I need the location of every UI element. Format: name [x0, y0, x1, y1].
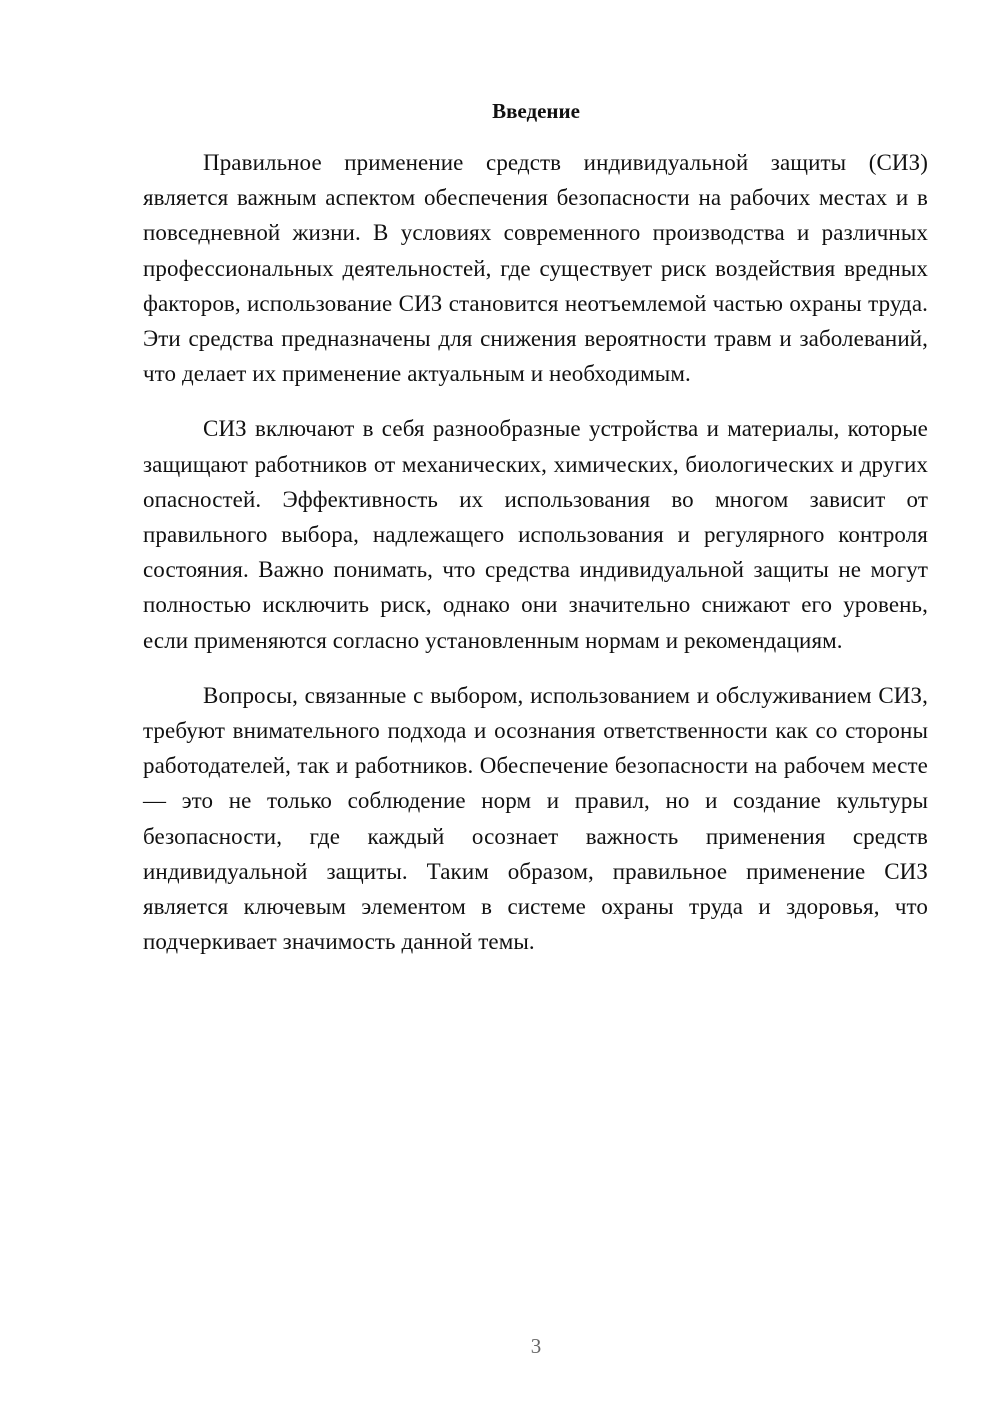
section-title: Введение [492, 99, 580, 123]
paragraph-3: Вопросы, связанные с выбором, использованием и обслуживанием СИЗ, требуют внимательного подхода и осознания ответственности как со стороны работодателей, так и работников. Обеспечение безопасности на рабочем месте — это не только соблюдение норм и правил, но и создание культуры безопасности, где каждый осознает важность применения средств индивидуальной защиты. Таким образом, правильное применение СИЗ является ключевым элементом в системе охраны труда и здоровья, что подчеркивает значимость данной темы. [143, 682, 928, 955]
paragraph-1: Правильное применение средств индивидуальной защиты (СИЗ) является важным аспектом обеспечения безопасности на рабочих местах и в повседневной жизни. В условиях современного производства и различных профессиональных деятельностей, где существует риск воздействия вредных факторов, использование СИЗ становится неотъемлемой частью охраны труда. Эти средства предназначены для снижения вероятности травм и заболеваний, что делает их применение актуальным и необходимым. [143, 150, 928, 387]
body-text [143, 145, 928, 979]
paragraph-2: СИЗ включают в себя разнообразные устройства и материалы, которые защищают работников от механических, химических, биологических и других опасностей. Эффективность их использования во многом зависит от правильного выбора, надлежащего использования и регулярного контроля состояния. Важно понимать, что средства индивидуальной защиты не могут полностью исключить риск, однако они значительно снижают его уровень, если применяются согласно установленным нормам и рекомендациям. [143, 416, 928, 653]
page-number: 3 [530, 1334, 542, 1358]
